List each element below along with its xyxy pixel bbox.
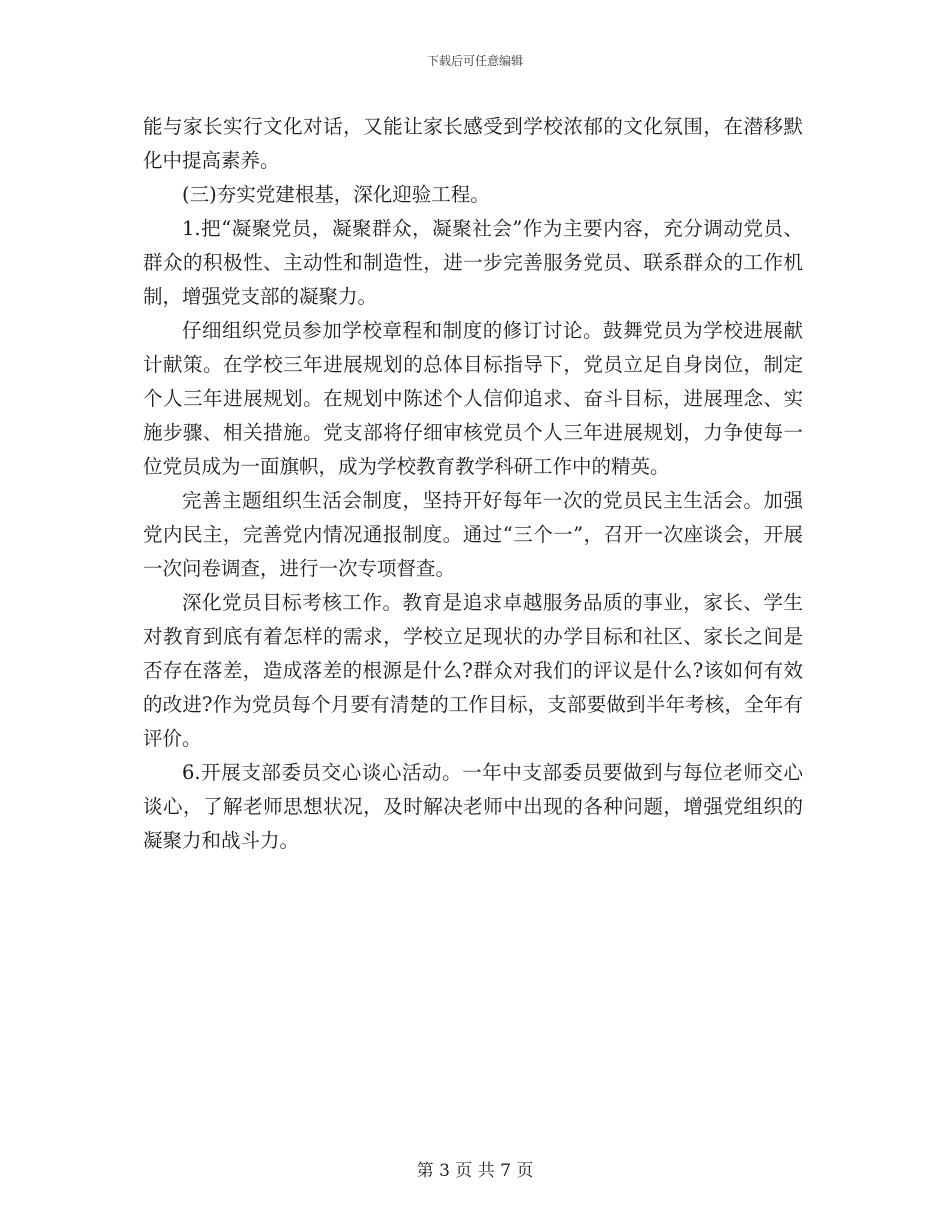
paragraph-charter: 仔细组织党员参加学校章程和制度的修订讨论。鼓舞党员为学校进展献计献策。在学校三年进展规划的总体目标指导下，党员立足自身岗位，制定个人三年进展规划。在规划中陈述个人信仰追求、奋斗目标，进展理念、实施步骤、相关措施。党支部将仔细审核党员个人三年进展规划，力争使每一位党员成为一面旗帜，成为学校教育教学科研工作中的精英。 [143, 319, 803, 478]
paragraph-assessment: 深化党员目标考核工作。教育是追求卓越服务品质的事业，家长、学生对教育到底有着怎样的需求，学校立足现状的办学目标和社区、家长之间是否存在落差，造成落差的根源是什么?群众对我们的评议是什么?该如何有效的改进?作为党员每个月要有清楚的工作目标，支部要做到半年考核，全年有评价。 [143, 591, 803, 750]
page-header-note: 下载后可任意编辑 [426, 54, 523, 68]
page-number: 第 3 页 共 7 页 [416, 1161, 534, 1181]
document-body [143, 110, 803, 858]
paragraph-item-6: 6.开展支部委员交心谈心活动。一年中支部委员要做到与每位老师交心谈心，了解老师思想状况，及时解决老师中出现的各种问题，增强党组织的凝聚力和战斗力。 [143, 761, 803, 852]
paragraph-item-1: 1.把“凝聚党员，凝聚群众，凝聚社会”作为主要内容，充分调动党员、群众的积极性、主动性和制造性，进一步完善服务党员、联系群众的工作机制，增强党支部的凝聚力。 [143, 217, 803, 308]
paragraph-continuation: 能与家长实行文化对话，又能让家长感受到学校浓郁的文化氛围，在潜移默化中提高素养。 [143, 115, 803, 172]
section-heading: (三)夯实党建根基，深化迎验工程。 [182, 183, 490, 206]
paragraph-life-meeting: 完善主题组织生活会制度，坚持开好每年一次的党员民主生活会。加强党内民主，完善党内情况通报制度。通过“三个一”，召开一次座谈会，开展一次问卷调查，进行一次专项督查。 [143, 489, 803, 580]
